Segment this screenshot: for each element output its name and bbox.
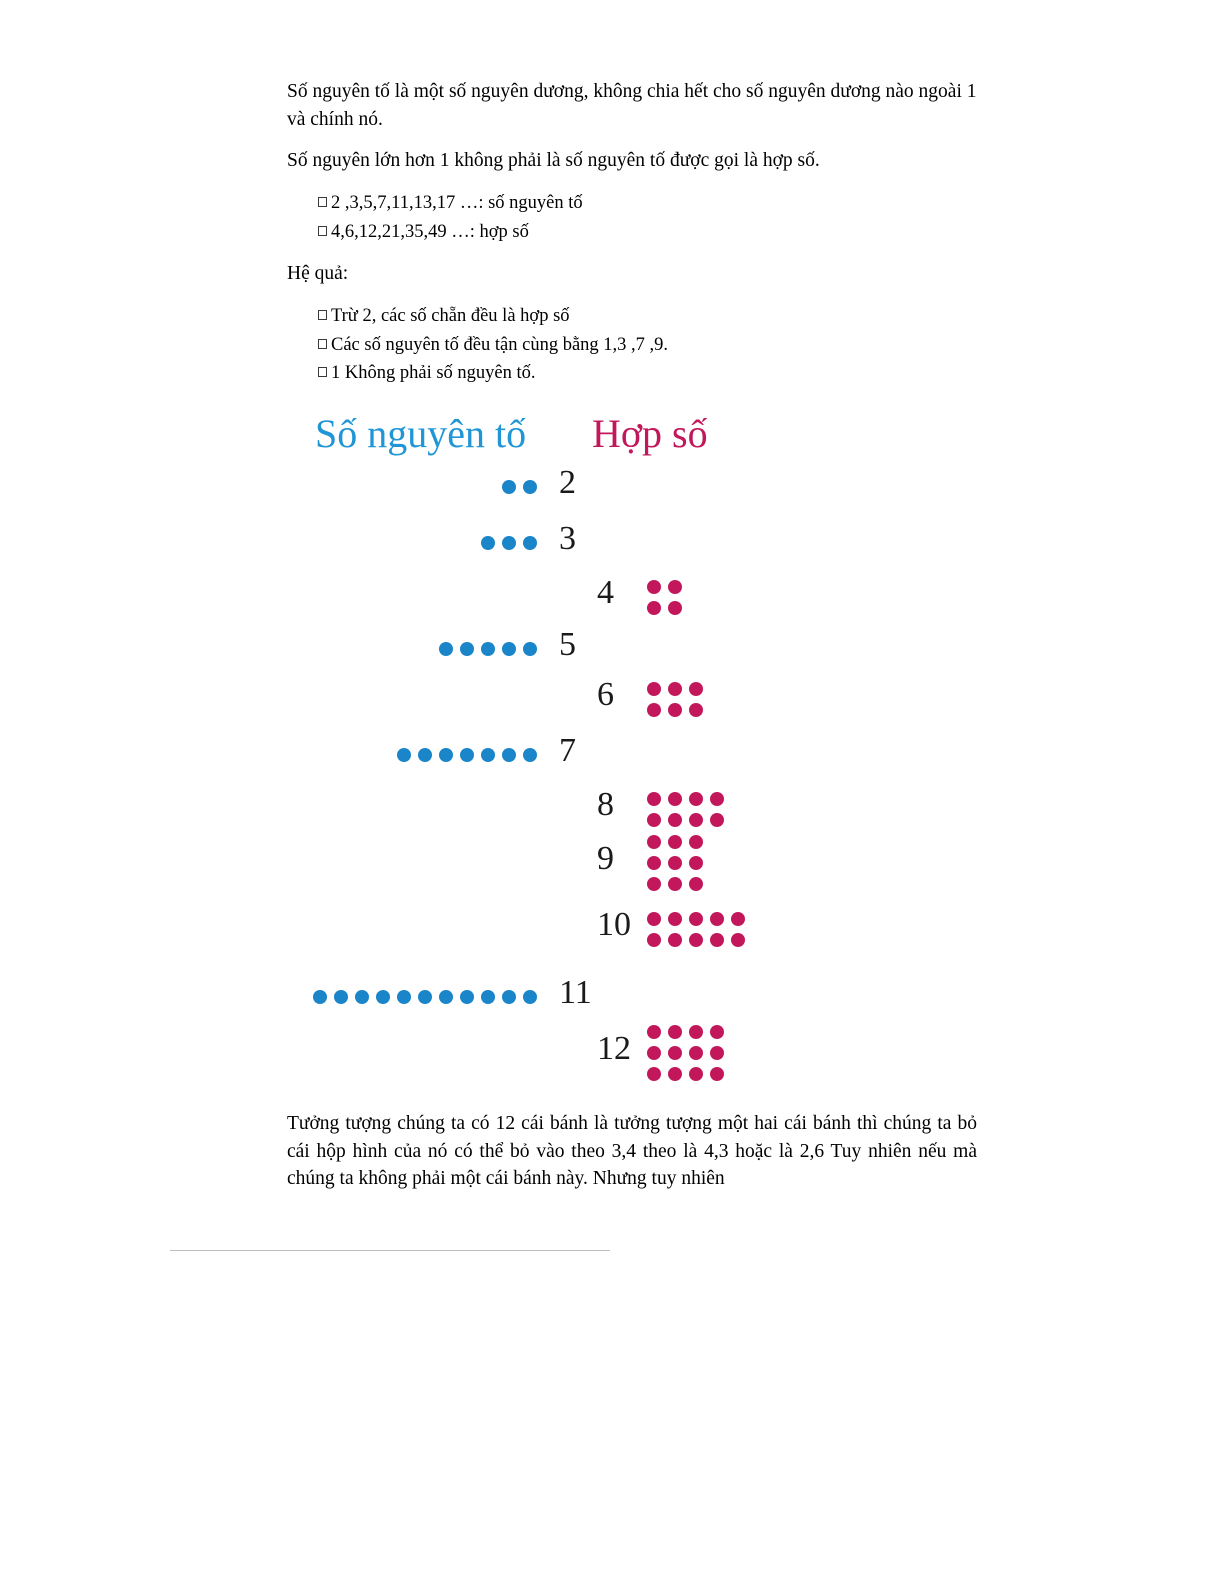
figure-dot [647, 813, 661, 827]
figure-dot [668, 792, 682, 806]
figure-dot [647, 1025, 661, 1039]
figure-dot [668, 682, 682, 696]
figure-number-label: 3 [559, 520, 576, 558]
paragraph-definition-prime: Số nguyên tố là một số nguyên dương, không chia hết cho số nguyên dương nào ngoài 1 và chính nó. [287, 81, 977, 130]
figure-dot [668, 580, 682, 594]
figure-dot [668, 856, 682, 870]
square-bullet-icon [318, 197, 327, 207]
figure-dot-row [647, 912, 745, 926]
figure-dot [418, 990, 432, 1004]
figure-dot [710, 1025, 724, 1039]
figure-dot [710, 792, 724, 806]
figure-dot [668, 703, 682, 717]
figure-dot [502, 642, 516, 656]
figure-dot [481, 990, 495, 1004]
figure-dot [355, 990, 369, 1004]
figure-number-label: 2 [559, 464, 576, 502]
figure-dot [647, 933, 661, 947]
figure-dot-group [647, 580, 682, 615]
figure-dot [710, 933, 724, 947]
figure-dot-row [397, 748, 537, 762]
figure-dot [647, 856, 661, 870]
figure-dot [689, 792, 703, 806]
figure-number-label: 10 [597, 906, 631, 944]
figure-dot-row [313, 990, 537, 1004]
figure-dot [439, 990, 453, 1004]
prime-composite-figure [287, 410, 977, 1100]
figure-dot [647, 601, 661, 615]
figure-dot-row [439, 642, 537, 656]
figure-dot [668, 835, 682, 849]
figure-dot [689, 912, 703, 926]
figure-dot [313, 990, 327, 1004]
figure-dot [689, 813, 703, 827]
figure-dot-group [647, 912, 745, 947]
figure-number-label: 7 [559, 732, 576, 770]
figure-dot-group [647, 792, 724, 827]
figure-dot [710, 912, 724, 926]
figure-dot-row [647, 877, 703, 891]
figure-dot [502, 536, 516, 550]
list-item [318, 302, 977, 331]
figure-dot [668, 877, 682, 891]
figure-dot-row [502, 480, 537, 494]
list-item [318, 189, 977, 218]
figure-dot [460, 990, 474, 1004]
figure-dot [334, 990, 348, 1004]
figure-dot [523, 536, 537, 550]
figure-dot-group [502, 480, 537, 494]
figure-dot [689, 856, 703, 870]
figure-dot [397, 748, 411, 762]
figure-dot-row [481, 536, 537, 550]
figure-dot-group [647, 1025, 724, 1081]
figure-dot [689, 835, 703, 849]
list-item-label: 2 ,3,5,7,11,13,17 …: số nguyên tố [331, 193, 583, 214]
figure-dot [523, 480, 537, 494]
square-bullet-icon [318, 367, 327, 377]
figure-dot [481, 536, 495, 550]
figure-dot [418, 748, 432, 762]
figure-dot [647, 703, 661, 717]
figure-dot-row [647, 856, 703, 870]
figure-number-label: 4 [597, 574, 614, 612]
figure-dot [689, 1067, 703, 1081]
figure-dot [647, 1067, 661, 1081]
figure-dot [668, 912, 682, 926]
list-item [318, 359, 977, 388]
figure-dot-row [647, 813, 724, 827]
figure-dot-row [647, 580, 682, 594]
paragraph-closing: Tưởng tượng chúng ta có 12 cái bánh là tưởng tượng một hai cái bánh thì chúng ta bỏ cái hộp hình của nó có thể bỏ vào theo 3,4 theo là 4,3 hoặc là 2,6 Tuy nhiên nếu mà chúng ta không phải một cái bánh này. Nhưng tuy nhiên [287, 1113, 977, 1190]
list-item-label: Các số nguyên tố đều tận cùng bằng 1,3 ,7 ,9. [331, 334, 669, 355]
figure-number-label: 12 [597, 1030, 631, 1068]
heading-consequence: Hệ quả: [287, 263, 349, 285]
list-item [318, 218, 977, 247]
figure-dot-group [439, 642, 537, 656]
figure-dot-row [647, 792, 724, 806]
figure-number-label: 5 [559, 626, 576, 664]
figure-dot [523, 642, 537, 656]
figure-dot [397, 990, 411, 1004]
figure-dot [376, 990, 390, 1004]
figure-dot [647, 1046, 661, 1060]
figure-title-prime: Số nguyên tố [315, 411, 527, 457]
figure-headings [287, 410, 977, 466]
figure-dot-group [397, 748, 537, 762]
list-item [318, 331, 977, 360]
figure-dot [668, 813, 682, 827]
figure-dot [481, 642, 495, 656]
square-bullet-icon [318, 339, 327, 349]
figure-dot [481, 748, 495, 762]
figure-dot [647, 682, 661, 696]
figure-dot [502, 480, 516, 494]
figure-dot-row [647, 1025, 724, 1039]
figure-dot-group [481, 536, 537, 550]
figure-dot [710, 1046, 724, 1060]
square-bullet-icon [318, 310, 327, 320]
figure-dot [668, 1067, 682, 1081]
bullet-list-examples [287, 189, 977, 246]
figure-dot [668, 1025, 682, 1039]
list-item-label: Trừ 2, các số chẵn đều là hợp số [331, 306, 570, 327]
figure-number-label: 8 [597, 786, 614, 824]
figure-dot-row [647, 933, 745, 947]
figure-dot-row [647, 703, 703, 717]
bullet-list-consequences [287, 302, 977, 388]
figure-dot [668, 601, 682, 615]
figure-title-composite: Hợp số [592, 411, 708, 457]
figure-dot [647, 792, 661, 806]
figure-dot [460, 642, 474, 656]
figure-number-label: 11 [559, 974, 592, 1012]
figure-dot [523, 990, 537, 1004]
figure-dot [710, 1067, 724, 1081]
figure-dot [460, 748, 474, 762]
figure-rows [287, 466, 977, 1116]
square-bullet-icon [318, 226, 327, 236]
figure-dot [502, 990, 516, 1004]
figure-dot-group [647, 682, 703, 717]
figure-dot-row [647, 682, 703, 696]
figure-number-label: 6 [597, 676, 614, 714]
figure-dot [668, 933, 682, 947]
figure-dot-group [313, 990, 537, 1004]
figure-dot [439, 642, 453, 656]
list-item-label: 4,6,12,21,35,49 …: hợp số [331, 221, 529, 242]
figure-dot [647, 835, 661, 849]
figure-dot-row [647, 601, 682, 615]
figure-dot-row [647, 1067, 724, 1081]
figure-dot [731, 933, 745, 947]
paragraph-definition-composite: Số nguyên lớn hơn 1 không phải là số nguyên tố được gọi là hợp số. [287, 150, 820, 172]
figure-dot [689, 877, 703, 891]
document-body [287, 78, 977, 1207]
figure-dot [647, 580, 661, 594]
figure-dot [689, 682, 703, 696]
figure-number-label: 9 [597, 840, 614, 878]
figure-dot [689, 1025, 703, 1039]
figure-dot [523, 748, 537, 762]
figure-dot [710, 813, 724, 827]
figure-dot [731, 912, 745, 926]
footer-divider [170, 1250, 610, 1251]
figure-dot [439, 748, 453, 762]
list-item-label: 1 Không phải số nguyên tố. [331, 363, 536, 384]
figure-dot [689, 933, 703, 947]
figure-dot [502, 748, 516, 762]
figure-dot [647, 912, 661, 926]
figure-dot [689, 1046, 703, 1060]
figure-dot [647, 877, 661, 891]
figure-dot [689, 703, 703, 717]
figure-dot-group [647, 835, 703, 891]
figure-dot-row [647, 1046, 724, 1060]
figure-dot [668, 1046, 682, 1060]
figure-dot-row [647, 835, 703, 849]
